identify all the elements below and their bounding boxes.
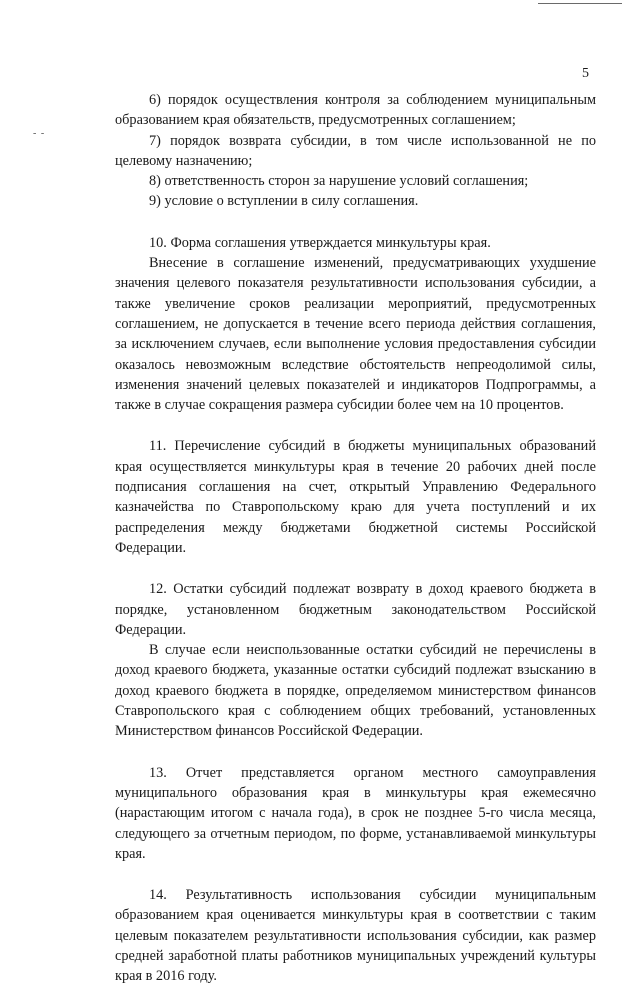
- top-rule: [538, 3, 622, 4]
- section-12-remainders: 12. Остатки субсидий подлежат возврату в доход краевого бюджета в порядке, установленном бюджетным законодательством Российской Федерации.: [115, 581, 596, 638]
- section-14-effectiveness: 14. Результативность использования субсидии муниципальным образованием края оценивается минкультуры края в соответствии с таким целевым показателем результативности использования субсидии, как размер средней заработной платы работников муниципальных учреждений культуры края в 2016 году.: [115, 887, 596, 985]
- section-11-transfer: 11. Перечисление субсидий в бюджеты муниципальных образований края осуществляется минкультуры края в течение 20 рабочих дней после подписания соглашения на счет, открытый Управлению Федерального казначейства по Ставропольскому краю для учета поступлений и их распределения между бюджетами бюджетной системы Российской Федерации.: [115, 438, 596, 556]
- page-number: 5: [582, 66, 589, 81]
- section-10-amendments: Внесение в соглашение изменений, предусматривающих ухудшение значения целевого показателя результативности использования субсидии, а также увеличение сроков реализации мероприятий, предусмотренных соглашением, не допускается в течение всего периода действия соглашения, за исключением случаев, если выполнение условия предоставления субсидии оказалось невозможным вследствие обстоятельств непреодолимой силы, изменения значений целевых показателей и индикаторов Подпрограммы, а также в случае сокращения размера субсидии более чем на 10 процентов.: [115, 255, 596, 414]
- margin-mark: - -: [33, 128, 46, 139]
- item-7-return: 7) порядок возврата субсидии, в том числе использованной не по целевому назначению;: [115, 132, 596, 169]
- section-10-form: 10. Форма соглашения утверждается минкультуры края.: [149, 234, 491, 251]
- section-12-recovery: В случае если неиспользованные остатки субсидий не перечислены в доход краевого бюджета, указанные остатки субсидий подлежат взысканию в доход краевого бюджета в порядке, определяемом министерством финансов Ставропольского края с соблюдением общих требований, установленных Министерством финансов Российской Федерации.: [115, 642, 596, 740]
- document-body: [115, 90, 596, 987]
- item-8-responsibility: 8) ответственность сторон за нарушение условий соглашения;: [149, 173, 529, 190]
- item-6-control: 6) порядок осуществления контроля за соблюдением муниципальным образованием края обязательств, предусмотренных соглашением;: [115, 92, 596, 129]
- section-13-report: 13. Отчет представляется органом местного самоуправления муниципального образования края в минкультуры края ежемесячно (нарастающим итогом с начала года), в срок не позднее 5-го числа месяца, следующего за отчетным периодом, по форме, устанавливаемой минкультуры края.: [115, 764, 596, 862]
- item-9-entry-into-force: 9) условие о вступлении в силу соглашения.: [149, 193, 419, 210]
